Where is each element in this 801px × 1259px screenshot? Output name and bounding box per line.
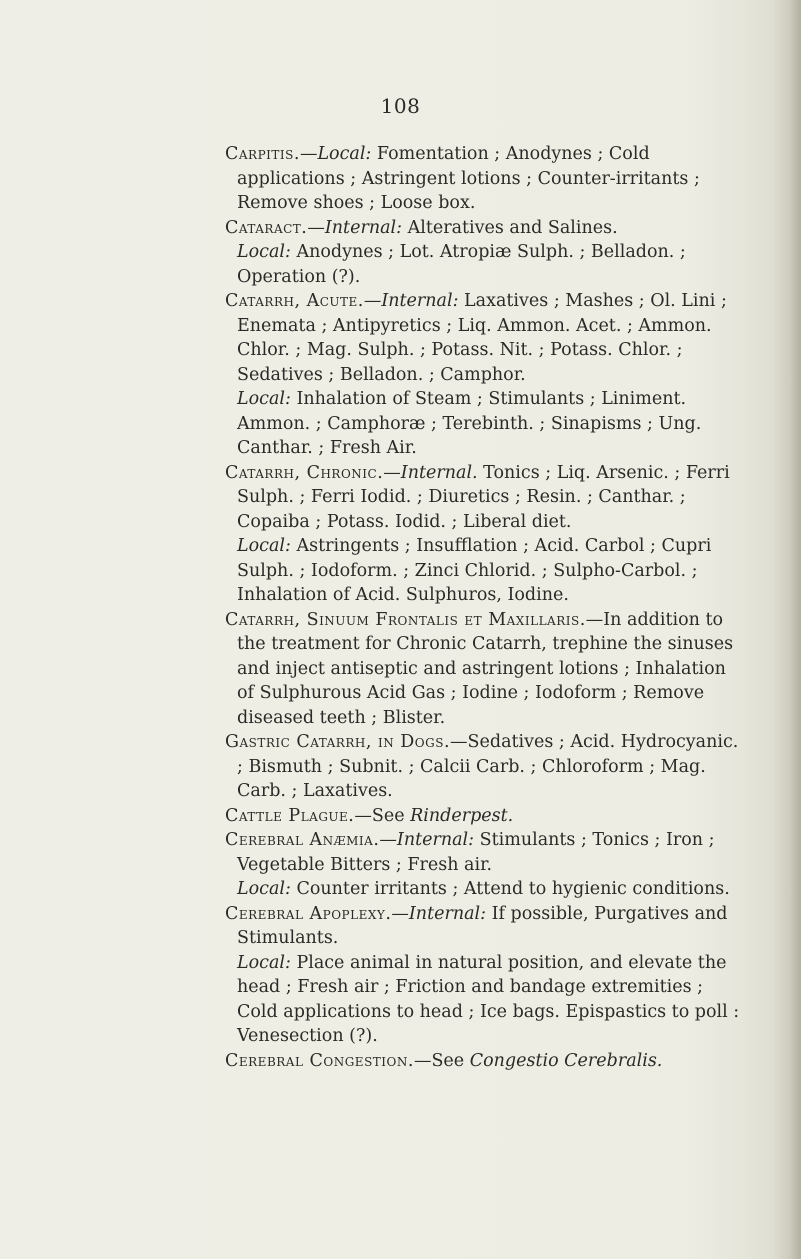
entry-gastric-catarrh xyxy=(225,730,740,804)
section-label: —Internal: xyxy=(379,830,475,850)
entry-catarrh-chronic xyxy=(225,461,740,535)
entry-heading: Cerebral Congestion. xyxy=(225,1050,414,1071)
entry-heading: Catarrh, Acute. xyxy=(225,291,364,311)
entry-catarrh-acute-local xyxy=(225,387,740,461)
entry-heading: Catarrh, Chronic. xyxy=(225,462,384,483)
entry-heading: Gastric Catarrh, in Dogs. xyxy=(225,732,451,752)
entry-text: —See xyxy=(413,1050,470,1071)
entry-cerebral-anaemia xyxy=(225,828,740,877)
section-label: —Internal. xyxy=(383,462,478,483)
entry-cataract-local xyxy=(225,240,740,289)
entry-heading: Cerebral Apoplexy. xyxy=(225,903,392,924)
page-body xyxy=(225,142,740,1073)
section-label: Local: xyxy=(237,536,291,556)
entry-text: —See xyxy=(354,805,411,826)
entry-text: —Sedatives ; Acid. Hydrocyanic. ; Bismuth ; Subnit. ; Calcii Carb. ; Chloroform ; Mag. Carb. ; Laxatives. xyxy=(237,732,739,801)
entry-text: Anodynes ; Lot. Atropiæ Sulph. ; Belladon. ; Operation (?). xyxy=(237,242,686,287)
entry-heading: Cerebral Anæmia. xyxy=(225,830,380,850)
entry-text: Alteratives and Salines. xyxy=(402,217,618,238)
section-label: Local: xyxy=(237,242,291,262)
cross-reference: Rinderpest. xyxy=(410,805,514,826)
entry-text: Place animal in natural position, and elevate the head ; Fresh air ; Friction and bandage extremities ; Cold applications to head ; Ice bags. Epispastics to poll : Venesection (?). xyxy=(237,952,740,1046)
entry-cataract xyxy=(225,216,740,241)
entry-heading: Carpitis. xyxy=(225,144,300,164)
entry-text: Fomentation ; Anodynes ; Cold applications ; Astringent lotions ; Counter-irritants ; Remove shoes ; Loose box. xyxy=(237,144,700,213)
entry-text: Laxatives ; Mashes ; Ol. Lini ; Enemata ; Antipyretics ; Liq. Ammon. Acet. ; Ammon. Chlor. ; Mag. Sulph. ; Potass. Nit. ; Potass. Chlor. ; Sedatives ; Belladon. ; Camphor. xyxy=(237,291,727,385)
entry-heading: Cattle Plague. xyxy=(225,805,355,826)
entry-text: Counter irritants ; Attend to hygienic conditions. xyxy=(290,879,730,899)
entry-text: If possible, Purgatives and Stimulants. xyxy=(237,903,728,948)
entry-cerebral-apoplexy xyxy=(225,902,740,951)
entry-text: Tonics ; Liq. Arsenic. ; Ferri Sulph. ; Ferri Iodid. ; Diuretics ; Resin. ; Canthar. ; Copaiba ; Potass. Iodid. ; Liberal diet. xyxy=(237,462,730,532)
entry-catarrh-acute xyxy=(225,289,740,387)
entry-cattle-plague xyxy=(225,804,740,829)
entry-text: Stimulants ; Tonics ; Iron ; Vegetable Bitters ; Fresh air. xyxy=(237,830,715,875)
entry-catarrh-chronic-local xyxy=(225,534,740,608)
section-label: —Internal: xyxy=(391,903,487,924)
section-label: —Internal: xyxy=(307,217,403,238)
section-label: Local: xyxy=(237,879,291,899)
entry-heading: Catarrh, Sinuum Frontalis et Maxillaris. xyxy=(225,609,586,630)
section-label: Local: xyxy=(237,389,291,409)
entry-text: —In addition to the treatment for Chronic Catarrh, trephine the sinuses and inject antiseptic and astringent lotions ; Inhalation of Sulphurous Acid Gas ; Iodine ; Iodoform ; Remove diseased teeth ; Blister. xyxy=(237,609,734,728)
entry-catarrh-sinuum xyxy=(225,608,740,731)
page-number: 108 xyxy=(380,94,421,118)
entry-heading: Cataract. xyxy=(225,217,308,238)
entry-cerebral-apoplexy-local xyxy=(225,951,740,1049)
section-label: Local: xyxy=(237,952,291,973)
section-label: —Local: xyxy=(299,144,372,164)
entry-carpitis xyxy=(225,142,740,216)
page-edge-shadow xyxy=(773,0,801,1259)
entry-text: Astringents ; Insufflation ; Acid. Carbol ; Cupri Sulph. ; Iodoform. ; Zinci Chlorid. ; Sulpho-Carbol. ; Inhalation of Acid. Sulphuros, Iodine. xyxy=(237,536,712,605)
entry-text: Inhalation of Steam ; Stimulants ; Liniment. Ammon. ; Camphoræ ; Terebinth. ; Sinapisms ; Ung. Canthar. ; Fresh Air. xyxy=(237,389,702,458)
section-label: —Internal: xyxy=(363,291,459,311)
entry-cerebral-anaemia-local xyxy=(225,877,740,902)
cross-reference: Congestio Cerebralis. xyxy=(469,1050,663,1071)
entry-cerebral-congestion xyxy=(225,1049,740,1074)
